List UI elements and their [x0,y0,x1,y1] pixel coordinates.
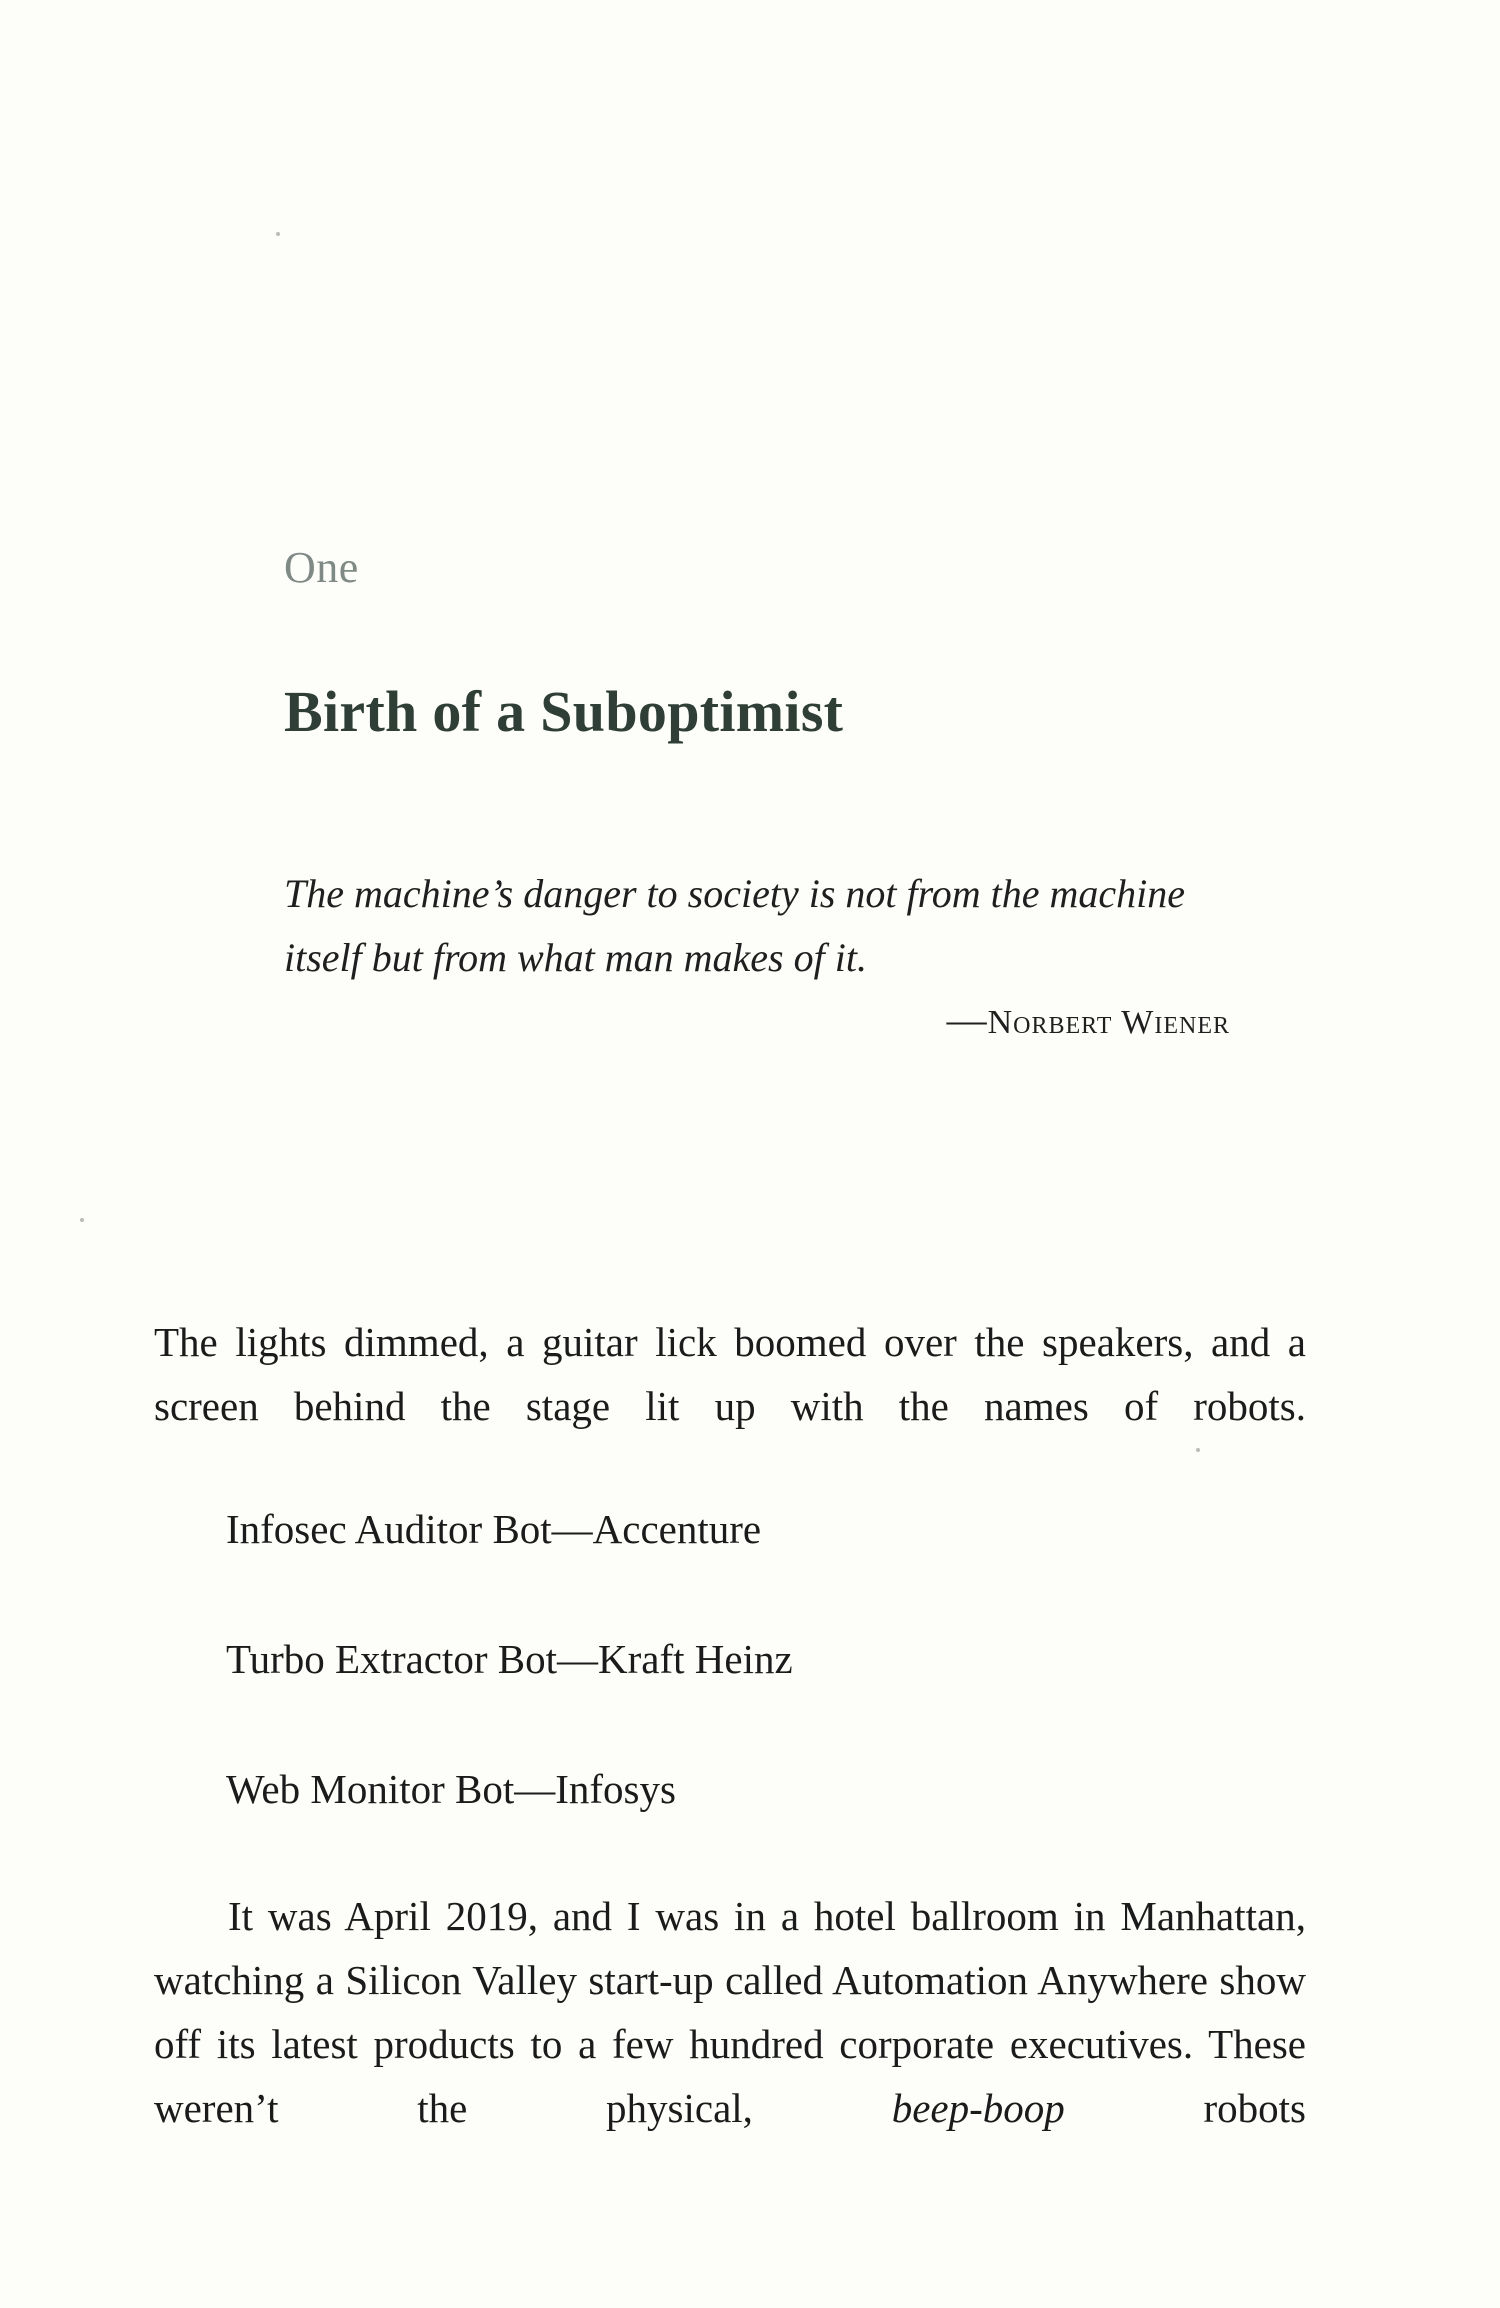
paper-speck [1196,1448,1200,1452]
paper-speck [276,232,280,236]
attribution-name: Norbert Wiener [987,1004,1230,1041]
epigraph-line-1: The machine’s danger to society is not from the machine [284,871,1185,916]
bot-list-item: Web Monitor Bot—Infosys [226,1766,676,1812]
bot-list-item: Turbo Extractor Bot—Kraft Heinz [226,1636,793,1682]
chapter-number: One [284,543,359,592]
paragraph-2-tail: robots [1064,2085,1306,2131]
epigraph-quote [284,862,1244,990]
paragraph-2 [154,1884,1306,2140]
attribution-dash: — [946,997,988,1042]
chapter-title: Birth of a Suboptimist [284,679,844,744]
paper-speck [80,1218,84,1222]
epigraph-attribution [947,996,1230,1043]
paragraph-2-text: It was April 2019, and I was in a hotel ballroom in Manhattan, watching a Silicon Valley start-up called Automation Anywhere show off its latest products to a few hundred corporate executives. These weren’t the physical, [154,1893,1306,2131]
paragraph-1: The lights dimmed, a guitar lick boomed over the speakers, and a screen behind the stage lit up with the names of robots. [154,1319,1306,1429]
paragraph-2-emphasis: beep-boop [891,2085,1065,2131]
epigraph-line-2: itself but from what man makes of it. [284,935,867,980]
bot-list-item: Infosec Auditor Bot—Accenture [226,1506,762,1552]
